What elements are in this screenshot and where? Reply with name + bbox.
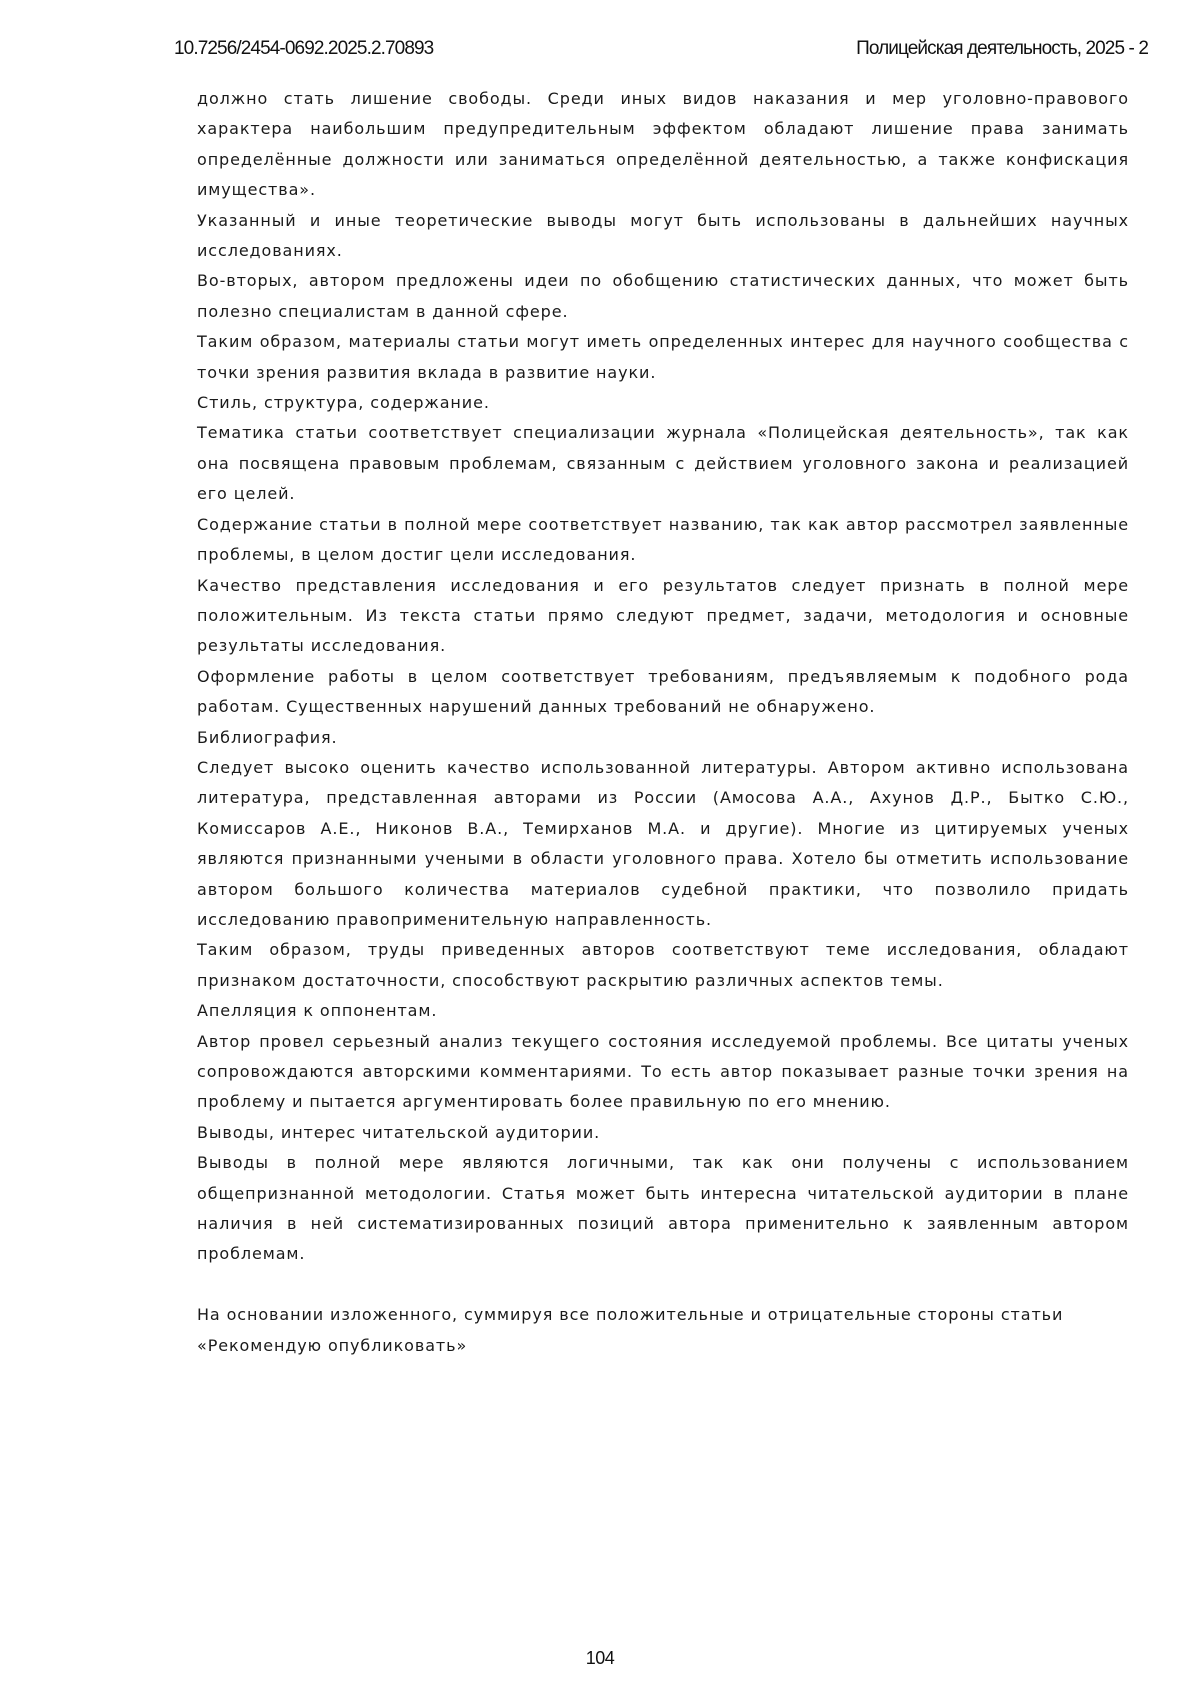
recommendation: «Рекомендую опубликовать» bbox=[197, 1335, 468, 1355]
paragraph: Выводы в полной мере являются логичными, так как они получены с использованием общепризнанной методологии. Статья может быть интересна читательской аудитории в плане наличия в ней систематизированных позиций автора применительно к заявленным автором проблемам. bbox=[197, 1153, 1129, 1264]
page-body bbox=[197, 84, 1129, 1361]
paragraph: Таким образом, труды приведенных авторов соответствуют теме исследования, обладают признаком достаточности, способствуют раскрытию различных аспектов темы. bbox=[197, 940, 1129, 990]
paragraph: Оформление работы в целом соответствует требованиям, предъявляемым к подобного рода работам. Существенных нарушений данных требований не обнаружено. bbox=[197, 666, 1129, 717]
section-heading: Стиль, структура, содержание. bbox=[197, 393, 490, 413]
section-heading: Выводы, интерес читательской аудитории. bbox=[197, 1122, 601, 1142]
page-header bbox=[174, 36, 1148, 62]
paragraph: Таким образом, материалы статьи могут иметь определенных интерес для научного сообщества с точки зрения развития вклада в развитие науки. bbox=[197, 332, 1129, 382]
page-number: 104 bbox=[585, 1648, 615, 1668]
conclusion-paragraph: На основании изложенного, суммируя все положительные и отрицательные стороны статьи bbox=[197, 1305, 1064, 1325]
paragraph: Следует высоко оценить качество использованной литературы. Автором активно использована литература, представленная авторами из России (Амосова А.А., Ахунов Д.Р., Бытко С.Ю., Комиссаров А.Е., Никонов В.А., Темирханов М.А. и другие). Многие из цитируемых ученых являются признанными учеными в области уголовного права. Хотело бы отметить использование автором большого количества материалов судебной практики, что позволило придать исследованию правоприменительную направленность. bbox=[197, 757, 1129, 929]
paragraph: Указанный и иные теоретические выводы могут быть использованы в дальнейших научных исследованиях. bbox=[197, 210, 1129, 261]
paragraph: Тематика статьи соответствует специализации журнала «Полицейская деятельность», так как она посвящена правовым проблемам, связанным с действием уголовного закона и реализацией его целей. bbox=[197, 423, 1129, 504]
journal-title: Полицейская деятельность, 2025 - 2 bbox=[856, 38, 1148, 59]
paragraph: Во-вторых, автором предложены идеи по обобщению статистических данных, что может быть полезно специалистам в данной сфере. bbox=[197, 271, 1129, 321]
paragraph: Содержание статьи в полной мере соответствует названию, так как автор рассмотрел заявленные проблемы, в целом достиг цели исследования. bbox=[197, 514, 1129, 565]
section-heading: Библиография. bbox=[197, 727, 338, 747]
paragraph: должно стать лишение свободы. Среди иных видов наказания и мер уголовно-правового характера наибольшим предупредительным эффектом обладают лишение права занимать определённые должности или заниматься определённой деятельностью, а также конфискация имущества». bbox=[197, 89, 1129, 200]
paragraph: Качество представления исследования и его результатов следует признать в полной мере положительным. Из текста статьи прямо следуют предмет, задачи, методология и основные результаты исследования. bbox=[197, 575, 1129, 656]
doi-text: 10.7256/2454-0692.2025.2.70893 bbox=[174, 38, 434, 59]
section-heading: Апелляция к оппонентам. bbox=[197, 1001, 438, 1021]
paragraph: Автор провел серьезный анализ текущего состояния исследуемой проблемы. Все цитаты ученых сопровождаются авторскими комментариями. То есть автор показывает разные точки зрения на проблему и пытается аргументировать более правильную по его мнению. bbox=[197, 1031, 1129, 1112]
